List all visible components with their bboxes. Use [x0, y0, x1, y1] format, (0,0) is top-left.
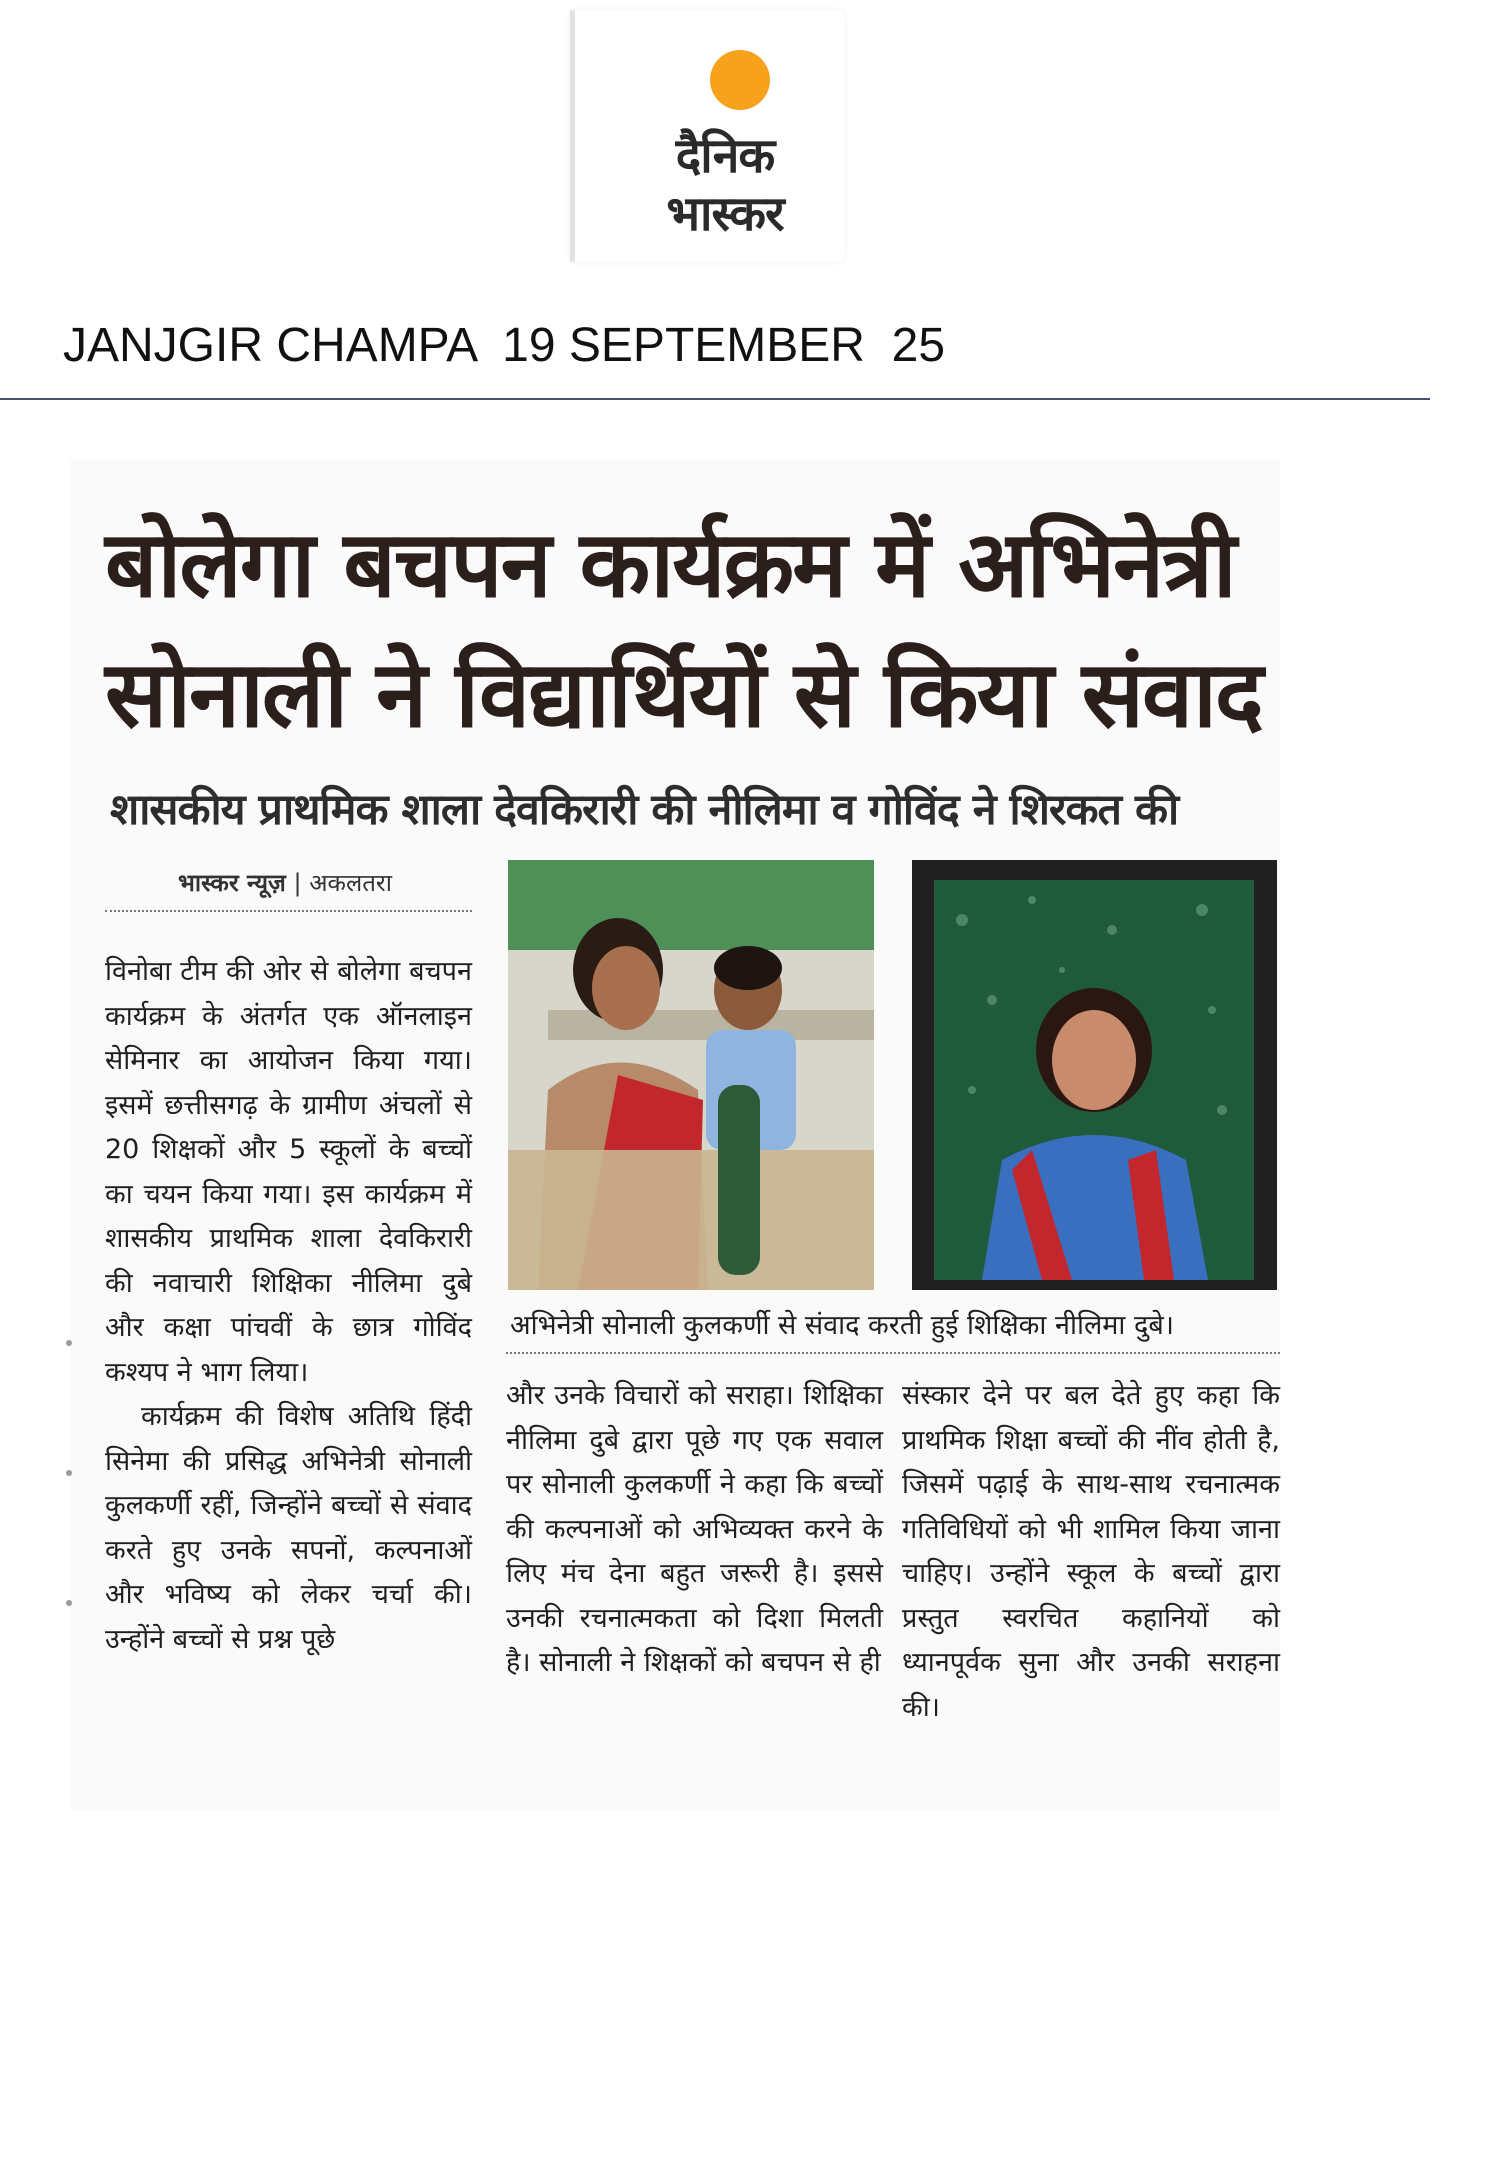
photo-actress-illustration [912, 860, 1277, 1290]
newspaper-masthead [570, 10, 845, 262]
article-column-3 [902, 1374, 1280, 1730]
margin-mark [66, 1340, 72, 1346]
byline [178, 866, 392, 899]
byline-dotted-rule [105, 910, 472, 912]
photo-actress-on-screen [912, 860, 1277, 1290]
caption-dotted-rule [506, 1352, 1280, 1354]
photo-teacher-with-student [508, 860, 874, 1290]
article-column-2 [506, 1374, 883, 1686]
masthead-sun-logo [710, 50, 770, 110]
column-1-paragraph-1: विनोबा टीम की ओर से बोलेगा बचपन कार्यक्रम के अंतर्गत एक ऑनलाइन सेमिनार का आयोजन किया गया। इसमें छत्तीसगढ़ के ग्रामीण अंचलों से 20 शिक्षकों और 5 स्कूलों के बच्चों का चयन किया गया। इस कार्यक्रम में शासकीय प्राथमिक शाला देवकिरारी की नवाचारी शिक्षिका नीलिमा दुबे और कक्षा पांचवीं के छात्र गोविंद कश्यप ने भाग लिया। [105, 956, 472, 1388]
headline-line1: बोलेगा बचपन कार्यक्रम में अभिनेत्री [105, 511, 1235, 618]
column-2-paragraph: और उनके विचारों को सराहा। शिक्षिका नीलिमा दुबे द्वारा पूछे गए एक सवाल पर सोनाली कुलकर्णी ने कहा कि बच्चों की कल्पनाओं को अभिव्यक्त करने के लिए मंच देना बहुत जरूरी है। इससे उनकी रचनात्मकता को दिशा मिलती है। सोनाली ने शिक्षकों को बचपन से ही [506, 1380, 883, 1678]
margin-mark [66, 1470, 72, 1476]
photo-teacher-illustration [508, 860, 874, 1290]
byline-place: अकलतरा [309, 869, 392, 897]
masthead-title-line2: भास्कर [666, 186, 784, 242]
column-3-paragraph: संस्कार देने पर बल देते हुए कहा कि प्राथमिक शिक्षा बच्चों की नींव होती है, जिसमें पढ़ाई के साथ-साथ रचनात्मक गतिविधियों को भी शामिल किया जाना चाहिए। उन्होंने स्कूल के बच्चों द्वारा प्रस्तुत स्वरचित कहानियों को ध्यानपूर्वक सुना और उनकी सराहना की। [902, 1380, 1280, 1723]
subheadline: शासकीय प्राथमिक शाला देवकिरारी की नीलिमा व गोविंद ने शिरकत की [110, 785, 1179, 835]
margin-mark [66, 1600, 72, 1606]
column-1-paragraph-2: कार्यक्रम की विशेष अतिथि हिंदी सिनेमा की प्रसिद्ध अभिनेत्री सोनाली कुलकर्णी रहीं, जिन्होंने बच्चों से संवाद करते हुए उनके सपनों, कल्पनाओं और भविष्य को लेकर चर्चा की। उन्होंने बच्चों से प्रश्न पूछे [105, 1401, 472, 1655]
photo-caption: अभिनेत्री सोनाली कुलकर्णी से संवाद करती हुई शिक्षिका नीलिमा दुबे। [510, 1310, 1174, 1341]
headline-line2: सोनाली ने विद्यार्थियों से किया संवाद [105, 641, 1262, 748]
masthead-edge [570, 10, 575, 262]
masthead-title-line1: दैनिक [675, 128, 775, 184]
byline-separator: | [285, 869, 310, 897]
article-column-1 [105, 950, 472, 1662]
header-divider [0, 398, 1430, 400]
byline-agency: भास्कर न्यूज़ [178, 869, 286, 897]
dateline: JANJGIR CHAMPA 19 SEPTEMBER 25 [63, 319, 946, 372]
